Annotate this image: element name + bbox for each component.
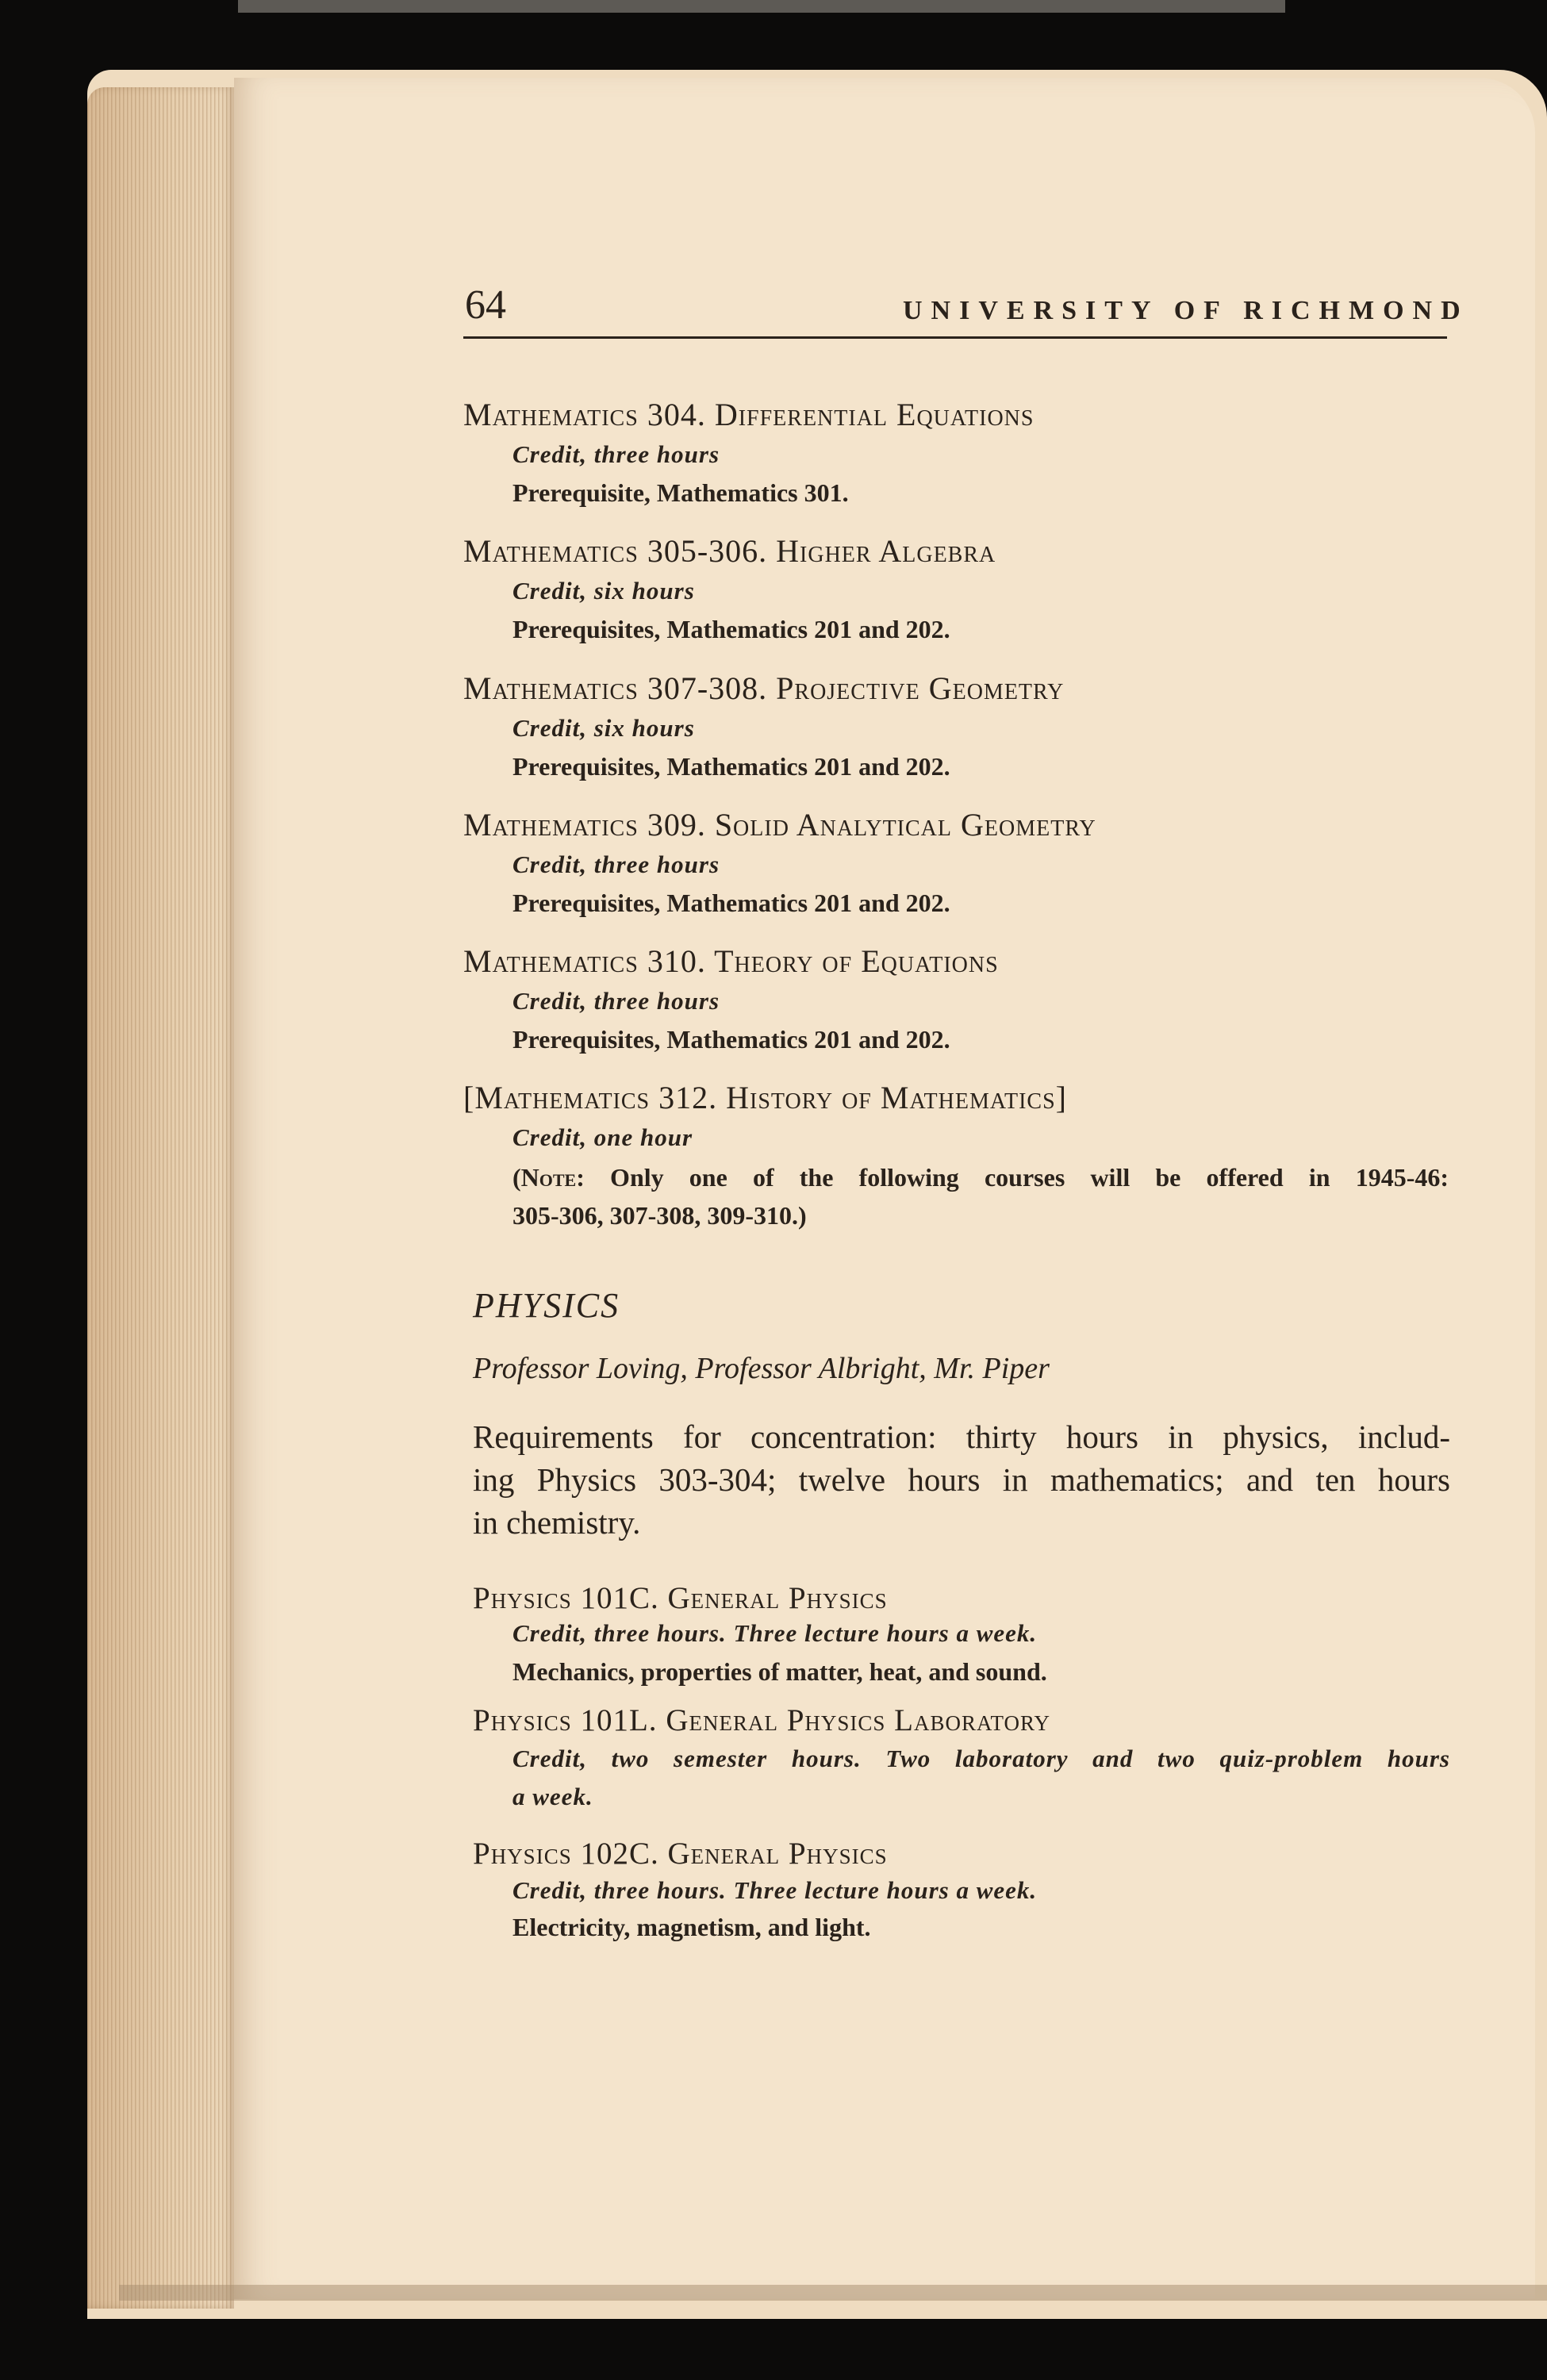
course-prereq: Prerequisites, Mathematics 201 and 202. — [512, 752, 950, 781]
course-subject: Mathematics — [463, 533, 639, 569]
page-number: 64 — [465, 282, 506, 328]
course-title — [463, 1080, 1067, 1116]
course-credit: Credit, three hours. Three lecture hours a week. — [512, 1876, 1038, 1904]
requirements-line: ing Physics 303-304; twelve hours in mathematics; and ten hours — [473, 1461, 1450, 1498]
course-credit: Credit, two semester hours. Two laboratory and two quiz-problem hours — [512, 1745, 1450, 1772]
course-number: 309. — [647, 807, 706, 843]
course-number: 101C. — [580, 1581, 659, 1615]
course-name: History of Mathematics] — [726, 1080, 1067, 1115]
course-name: Projective Geometry — [776, 670, 1065, 706]
course-number: 102C. — [580, 1837, 659, 1871]
course-title — [463, 670, 1064, 707]
course-number: 101L. — [580, 1703, 658, 1737]
course-credit: Credit, three hours — [512, 440, 720, 468]
course-credit-continued: a week. — [512, 1783, 593, 1810]
course-subject: Mathematics — [463, 943, 639, 979]
section-faculty: Professor Loving, Professor Albright, Mr. Piper — [473, 1352, 1050, 1385]
course-number: 304. — [647, 397, 706, 432]
course-description: Mechanics, properties of matter, heat, and sound. — [512, 1657, 1047, 1686]
course-number: 305-306. — [647, 533, 768, 569]
page-bottom-shadow — [119, 2285, 1547, 2301]
course-name: Solid Analytical Geometry — [714, 807, 1096, 843]
course-number: 307-308. — [647, 670, 768, 706]
course-title — [463, 533, 996, 570]
course-prereq: Prerequisite, Mathematics 301. — [512, 478, 849, 507]
note-line-1 — [512, 1162, 1449, 1192]
course-name: Differential Equations — [714, 397, 1035, 432]
note-open-paren: ( — [512, 1163, 521, 1192]
course-title — [463, 807, 1096, 843]
course-number: 310. — [647, 943, 706, 979]
course-subject: [Mathematics — [463, 1080, 651, 1115]
course-name: Theory of Equations — [714, 943, 999, 979]
requirements-line: Requirements for concentration: thirty hours in physics, includ- — [473, 1418, 1450, 1455]
header-rule — [463, 336, 1447, 339]
section-heading: PHYSICS — [473, 1286, 620, 1325]
course-credit: Credit, three hours. Three lecture hours a week. — [512, 1619, 1038, 1647]
course-name: General Physics — [667, 1837, 888, 1871]
course-credit: Credit, six hours — [512, 714, 695, 742]
course-prereq: Prerequisites, Mathematics 201 and 202. — [512, 615, 950, 643]
note-text: : Only one of the following courses will be offered in 1945-46: — [576, 1163, 1449, 1192]
course-subject: Mathematics — [463, 807, 639, 843]
course-subject: Physics — [473, 1581, 572, 1615]
course-title — [473, 1702, 1050, 1739]
course-credit: Credit, three hours — [512, 850, 720, 878]
course-title — [473, 1580, 888, 1617]
course-subject: Mathematics — [463, 397, 639, 432]
course-prereq: Prerequisites, Mathematics 201 and 202. — [512, 1025, 950, 1054]
note-label: Note — [520, 1163, 577, 1192]
course-title — [463, 397, 1034, 433]
course-subject: Mathematics — [463, 670, 639, 706]
top-dark-strip — [238, 0, 1285, 13]
course-subject: Physics — [473, 1703, 572, 1737]
course-name: Higher Algebra — [776, 533, 996, 569]
page-edges — [87, 87, 234, 2309]
note-line-2: 305-306, 307-308, 309-310.) — [512, 1201, 807, 1230]
course-name: General Physics — [667, 1581, 888, 1615]
requirements-line: in chemistry. — [473, 1504, 641, 1541]
course-subject: Physics — [473, 1837, 572, 1871]
course-title — [463, 943, 999, 980]
course-description: Electricity, magnetism, and light. — [512, 1913, 871, 1941]
course-title — [473, 1836, 888, 1872]
course-credit: Credit, one hour — [512, 1123, 693, 1151]
course-credit: Credit, six hours — [512, 577, 695, 605]
course-name: General Physics Laboratory — [666, 1703, 1051, 1737]
course-number: 312. — [658, 1080, 718, 1115]
course-prereq: Prerequisites, Mathematics 201 and 202. — [512, 889, 950, 917]
running-head: UNIVERSITY OF RICHMOND — [903, 296, 1469, 325]
course-credit: Credit, three hours — [512, 987, 720, 1015]
